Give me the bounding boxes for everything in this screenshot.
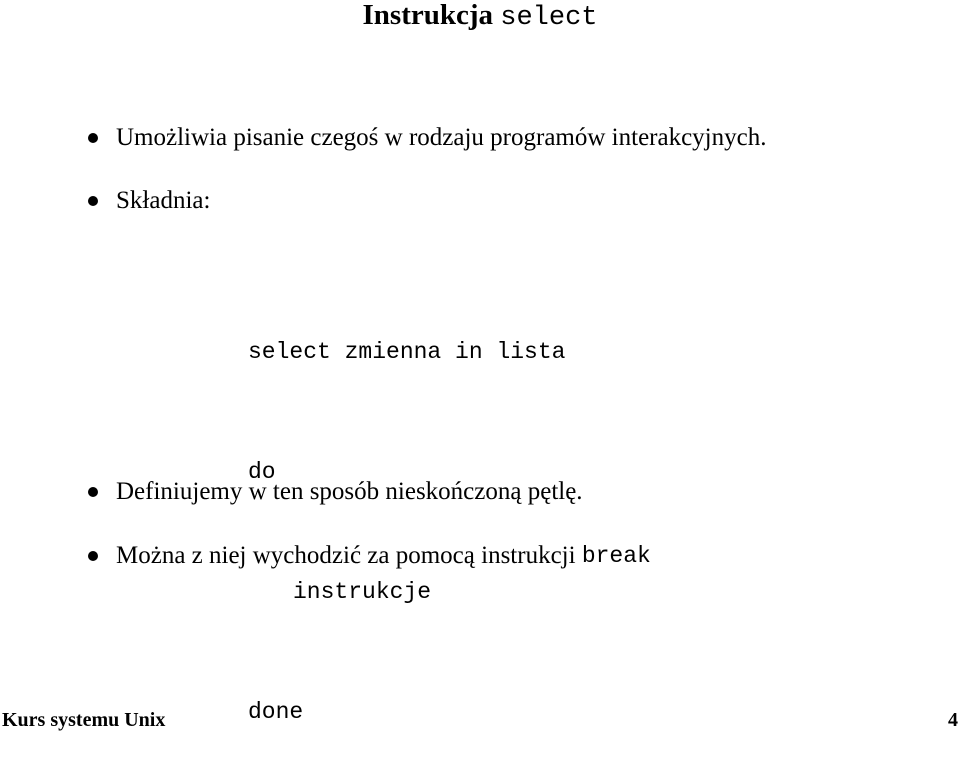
slide-title-text: Instrukcja <box>362 0 494 31</box>
bullet-item <box>88 541 651 571</box>
bullet-text: Składnia: <box>116 187 211 214</box>
bullet-dot-icon <box>88 196 98 206</box>
bullet-text: Umożliwia pisanie czegoś w rodzaju programów interakcyjnych. <box>116 124 767 151</box>
footer-course-title: Kurs systemu Unix <box>2 709 166 731</box>
code-line: instrukcje <box>293 579 432 605</box>
code-line: done <box>248 699 304 725</box>
slide-title-code: select <box>500 3 598 33</box>
bullet-text: Można z niej wychodzić za pomocą instrukcji <box>116 542 582 569</box>
bullet-item <box>88 123 766 153</box>
bullet-item <box>88 477 583 507</box>
bullet-code: break <box>581 543 651 569</box>
bullet-dot-icon <box>88 551 98 561</box>
code-line: do <box>248 459 276 485</box>
bullet-dot-icon <box>88 487 98 497</box>
slide-title <box>0 0 960 35</box>
code-block <box>248 252 565 772</box>
bullet-item <box>88 186 210 216</box>
bullet-text: Definiujemy w ten sposób nieskończoną pętlę. <box>116 478 583 505</box>
footer-page-number: 4 <box>948 709 958 731</box>
bullet-dot-icon <box>88 133 98 143</box>
code-line: select zmienna in lista <box>248 339 566 365</box>
